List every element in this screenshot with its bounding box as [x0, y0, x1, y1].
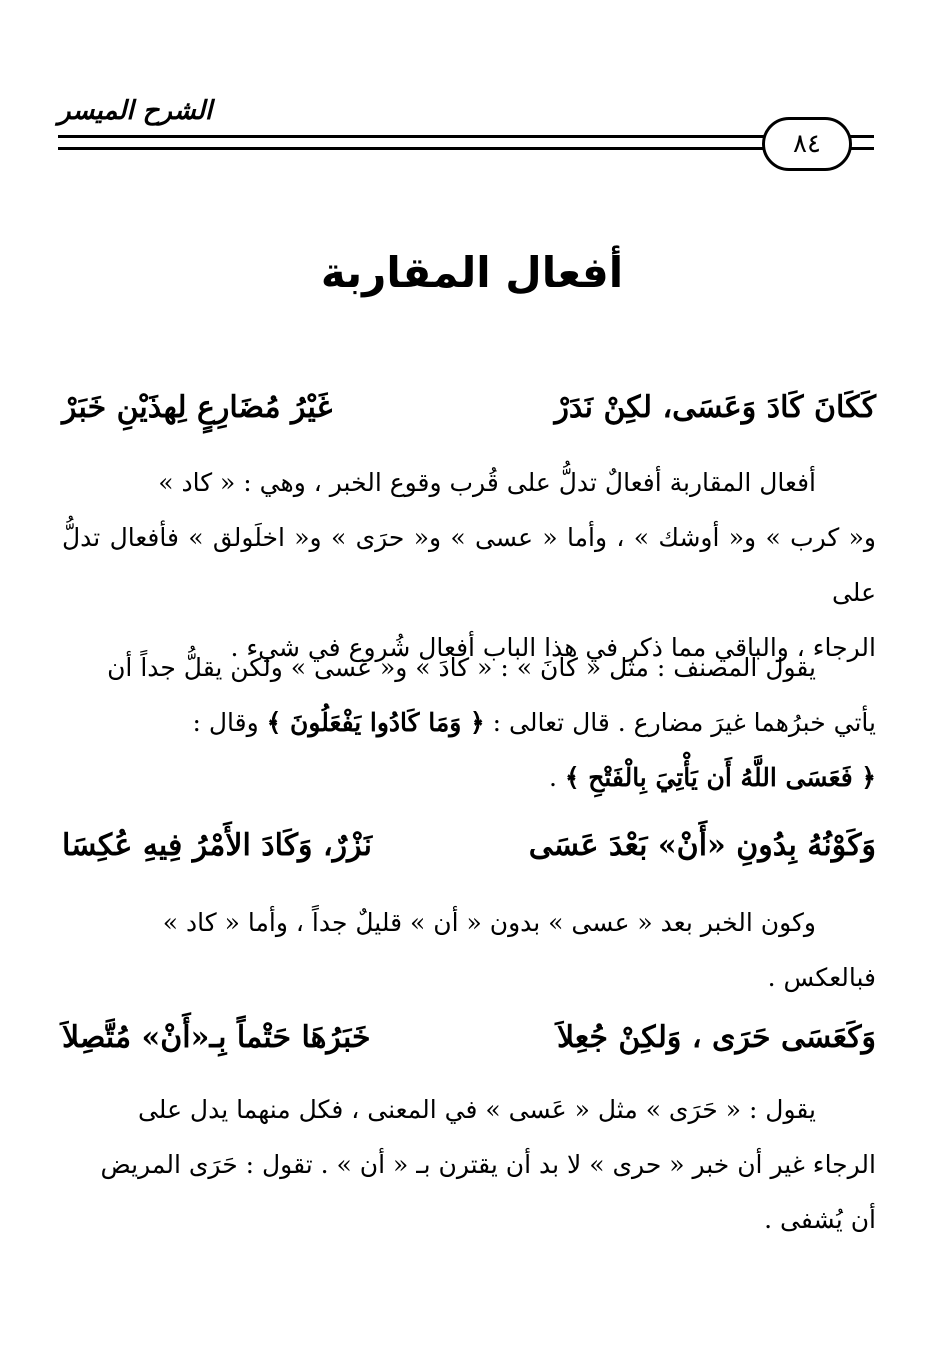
- verse-1-second-hemistich: غَيْرُ مُضَارِعٍ لِهذَيْنِ خَبَرْ: [62, 389, 333, 425]
- quran-quote-1: ﴿ وَمَا كَادُوا يَفْعَلُونَ ﴾: [266, 708, 485, 737]
- page-number-frame: [762, 117, 852, 171]
- verse-3: [62, 1010, 876, 1064]
- commentary-3-line-2: فبالعكس .: [767, 963, 876, 992]
- commentary-2-line-2-text: يأتي خبرُهما غيرَ مضارع . قال تعالى :: [492, 708, 876, 737]
- header-rule-top: [58, 135, 874, 138]
- quran-quote-2: ﴿ فَعَسَى اللَّهُ أَن يَأْتِيَ بِالْفَتْحِ ﴾: [564, 763, 876, 792]
- commentary-4-line-1: يقول : « حَرَى » مثل « عَسى » في المعنى ، فكل منهما يدل على: [137, 1095, 816, 1124]
- commentary-2-line-1: يقول المصنف : مثل « كانَ » : « كادَ » و« عسى » ولكن يقلُّ جداً أن: [107, 653, 816, 682]
- chapter-title: أفعال المقاربة: [320, 248, 624, 297]
- commentary-1-line-2: و« كرب » و« أوشك » ، وأما « عسى » و« حرَى » و« اخلَولق » فأفعال تدلُّ على: [62, 523, 876, 607]
- verse-2: [62, 818, 876, 872]
- verse-3-second-hemistich: خَبَرُهَا حَتْماً بِـ«أَنْ» مُتَّصِلاَ: [62, 1019, 371, 1055]
- commentary-4-line-2: الرجاء غير أن خبر « حرى » لا بد أن يقترن بـ « أن » . تقول : حَرَى المريض: [100, 1150, 876, 1179]
- verse-2-first-hemistich: وَكَوْنُهُ بِدُونِ «أَنْ» بَعْدَ عَسَى: [528, 827, 876, 863]
- page-number: ٨٤: [793, 129, 821, 159]
- verse-3-first-hemistich: وَكَعَسَى حَرَى ، وَلكِنْ جُعِلاَ: [557, 1019, 876, 1055]
- commentary-1-line-3: الرجاء ، والباقي مما ذكر في هذا الباب أفعال شُروع في شيء .: [230, 633, 876, 662]
- commentary-2-line-2-end: وقال :: [192, 708, 259, 737]
- commentary-3: [62, 895, 876, 1005]
- commentary-2: [62, 640, 876, 805]
- commentary-4: [62, 1082, 876, 1247]
- commentary-2-line-3-end: .: [548, 763, 557, 792]
- verse-1-first-hemistich: كَكَانَ كَادَ وَعَسَى، لكِنْ نَدَرْ: [554, 389, 876, 425]
- commentary-2-line-3: [62, 750, 876, 805]
- header-rule-bottom: [58, 147, 874, 150]
- commentary-1-line-1: أفعال المقاربة أفعالٌ تدلُّ على قُرب وقوع الخبر ، وهي : « كاد »: [158, 468, 816, 497]
- verse-2-second-hemistich: نَزْرٌ، وَكَادَ الأَمْرُ فِيهِ عُكِسَا: [62, 827, 373, 863]
- commentary-3-line-1: وكون الخبر بعد « عسى » بدون « أن » قليلٌ جداً ، وأما « كاد »: [162, 908, 816, 937]
- verse-1: [62, 380, 876, 434]
- running-title: الشرح الميسر: [58, 96, 213, 126]
- commentary-2-line-2: [62, 695, 876, 750]
- commentary-4-line-3: أن يُشفى .: [764, 1205, 876, 1234]
